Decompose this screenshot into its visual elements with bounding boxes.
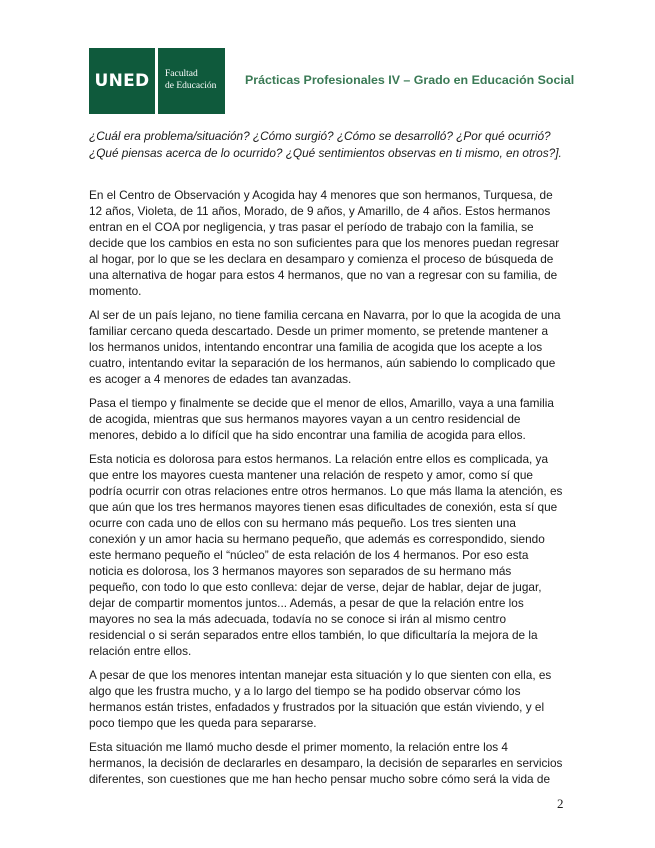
paragraph-line: dejar de compartir momentos juntos... Además, a pesar de que la relación entre los — [89, 596, 524, 610]
paragraph-line: que aún que los tres hermanos mayores tienen esas dificultades de conexión, esta sí que — [89, 500, 558, 514]
paragraph-line: familiar cercano queda descartado. Desde un primer momento, se pretende mantener a — [89, 324, 549, 338]
paragraph-line: mayores no sea la más adecuada, todavía no se conoce si irán al mismo centro — [89, 612, 507, 626]
paragraph-line: pequeño, con todo lo que esto conlleva: dejar de verse, dejar de hablar, dejar de jugar, — [89, 580, 542, 594]
paragraph-line: de acogida, mientras que sus hermanos mayores vayan a un centro residencial de — [89, 412, 521, 426]
document-body — [89, 187, 579, 795]
paragraph-line: algo que les frustra mucho, y a lo largo del tiempo se ha podido observar cómo los — [89, 684, 521, 698]
paragraph-line: es acoger a 4 menores de edades tan avanzadas. — [89, 372, 352, 386]
paragraph-line: entran en el COA por negligencia, y tras pasar el período de trabajo con la familia, se — [89, 220, 534, 234]
body-paragraph — [89, 187, 579, 299]
faculty-logo — [158, 48, 225, 114]
paragraph-line: Al ser de un país lejano, no tiene familia cercana en Navarra, por lo que la acogida de una — [89, 308, 561, 322]
page-number: 2 — [557, 796, 564, 811]
paragraph-line: Pasa el tiempo y finalmente se decide que el menor de ellos, Amarillo, vaya a una familia — [89, 396, 554, 410]
paragraph-line: poco tiempo que les queda para separarse. — [89, 716, 317, 730]
body-paragraph — [89, 667, 579, 731]
faculty-logo-line2: de Educación — [165, 81, 217, 91]
paragraph-line: este hermano pequeño el “núcleo” de esta relación de los 4 hermanos. Por eso esta — [89, 548, 529, 562]
body-paragraph — [89, 451, 579, 659]
paragraph-line: una alternativa de hogar para estos 4 hermanos, que no van a regresar con su familia, de — [89, 268, 558, 282]
body-paragraph — [89, 739, 579, 787]
paragraph-line: decide que los cambios en esta no son suficientes para que los menores puedan regresar — [89, 236, 560, 250]
paragraph-line: residencial o si serán separados entre ellos también, lo que dificultaría la mejora de la — [89, 628, 538, 642]
intro-line: ¿Cuál era problema/situación? ¿Cómo surgió? ¿Cómo se desarrolló? ¿Por qué ocurrió? — [89, 129, 551, 143]
paragraph-line: podría ocurrir con otras relaciones entre otros hermanos. Lo que más llama la atención, es — [89, 484, 563, 498]
faculty-logo-line1: Facultad — [165, 69, 198, 79]
intro-questions — [89, 128, 579, 162]
body-paragraph — [89, 307, 579, 387]
paragraph-line: relación entre ellos. — [89, 644, 192, 658]
paragraph-line: al hogar, por lo que se les declara en desamparo y comienza el proceso de búsqueda de — [89, 252, 554, 266]
paragraph-line: En el Centro de Observación y Acogida hay 4 menores que son hermanos, Turquesa, de — [89, 188, 553, 202]
uned-logo-text: UNED — [94, 71, 150, 91]
paragraph-line: hermanos, la decisión de declararles en desamparo, la decisión de separarles en servicios — [89, 756, 563, 770]
paragraph-line: menores, debido a lo difícil que ha sido encontrar una familia de acogida para ellos. — [89, 428, 526, 442]
paragraph-line: que entre los mayores cuesta mantener una relación de respeto y amor, como sí que — [89, 468, 533, 482]
intro-line: ¿Qué piensas acerca de lo ocurrido? ¿Qué sentimientos observas en ti mismo, en otros?]. — [89, 146, 562, 160]
paragraph-line: los hermanos unidos, intentando encontrar una familia de acogida que los acepte a los — [89, 340, 543, 354]
header-title: Prácticas Profesionales IV – Grado en Educación Social — [245, 73, 575, 87]
page-header — [89, 48, 575, 114]
paragraph-line: ocurre con cada uno de ellos con su hermano más pequeño. Los tres sienten una — [89, 516, 516, 530]
paragraph-line: momento. — [89, 284, 142, 298]
paragraph-line: noticia es dolorosa, los 3 hermanos mayores son separados de su hermano más — [89, 564, 512, 578]
paragraph-line: diferentes, son cuestiones que me han hecho pensar mucho sobre cómo será la vida de — [89, 772, 551, 786]
paragraph-line: Esta noticia es dolorosa para estos hermanos. La relación entre ellos es complicada, ya — [89, 452, 549, 466]
paragraph-line: conexión y un amor hacia su hermano pequeño, que además es correspondido, siendo — [89, 532, 545, 546]
paragraph-line: hermanos están tristes, enfadados y frustrados por la situación que están viviendo, y el — [89, 700, 545, 714]
paragraph-line: Esta situación me llamó mucho desde el primer momento, la relación entre los 4 — [89, 740, 508, 754]
paragraph-line: cuatro, intentando evitar la separación de los hermanos, aún sabiendo lo complicado que — [89, 356, 556, 370]
body-paragraph — [89, 395, 579, 443]
uned-logo — [89, 48, 155, 114]
paragraph-line: A pesar de que los menores intentan manejar esta situación y lo que sienten con ella, es — [89, 668, 552, 682]
paragraph-line: 12 años, Violeta, de 11 años, Morado, de 9 años, y Amarillo, de 4 años. Estos hermanos — [89, 204, 551, 218]
